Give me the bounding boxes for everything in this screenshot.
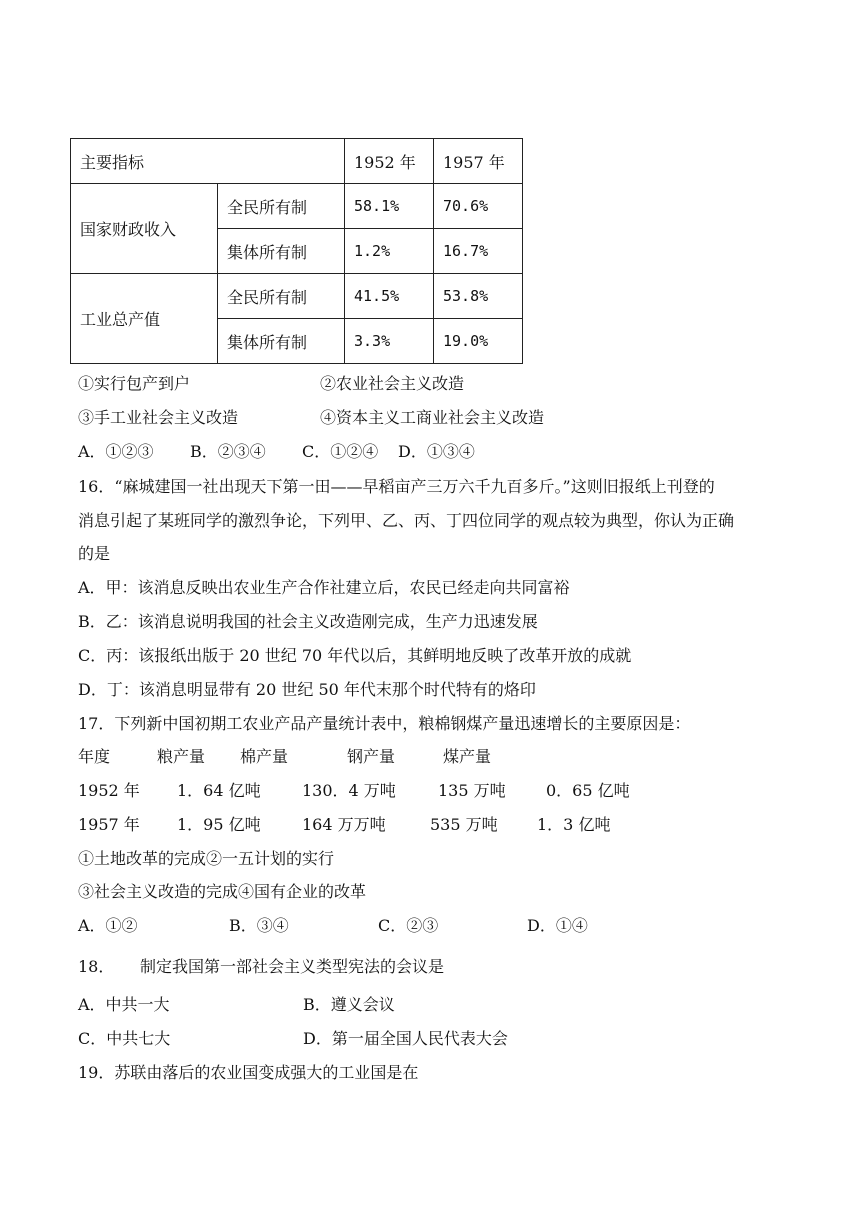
- q18-stem: 制定我国第一部社会主义类型宪法的会议是: [140, 957, 445, 976]
- value-1957: 70.6%: [434, 184, 523, 229]
- q17-header-cotton: 棉产量: [240, 747, 289, 766]
- q17-row-1952-grain: 1．64 亿吨: [177, 781, 261, 800]
- q17-row-1952-steel: 135 万吨: [438, 781, 506, 800]
- q18-number: 18．: [78, 957, 115, 976]
- value-1952: 1.2%: [345, 229, 434, 274]
- group-label: 工业总产值: [71, 274, 218, 364]
- q17-options-3-4: ③社会主义改造的完成④国有企业的改革: [78, 882, 367, 901]
- q17-row-1957-cotton: 164 万万吨: [302, 815, 386, 834]
- value-1957: 53.8%: [434, 274, 523, 319]
- q16-stem-line-1: 16．“麻城建国一社出现天下第一田——早稻亩产三万六千九百多斤。”这则旧报纸上刊登的: [78, 477, 715, 496]
- q16-choice-a: A．甲：该消息反映出农业生产合作社建立后，农民已经走向共同富裕: [78, 578, 570, 597]
- q17-choice-c: C．②③: [378, 916, 439, 935]
- q16-choice-b: B．乙：该消息说明我国的社会主义改造刚完成，生产力迅速发展: [78, 612, 538, 631]
- q17-stem: 17．下列新中国初期工农业产品产量统计表中，粮棉钢煤产量迅速增长的主要原因是：: [78, 714, 691, 733]
- q17-header-year: 年度: [78, 747, 111, 766]
- table-header-row: [71, 139, 523, 184]
- table-row: [71, 274, 523, 319]
- q17-header-grain: 粮产量: [157, 747, 206, 766]
- value-1957: 19.0%: [434, 319, 523, 364]
- ownership-type: 集体所有制: [218, 229, 345, 274]
- q17-row-1952-cotton: 130．4 万吨: [302, 781, 396, 800]
- q15-option-3: ③手工业社会主义改造: [78, 408, 239, 427]
- q16-choice-c: C．丙：该报纸出版于 20 世纪 70 年代以后，其鲜明地反映了改革开放的成就: [78, 646, 632, 665]
- q18-choice-c: C．中共七大: [78, 1029, 171, 1048]
- q15-option-4: ④资本主义工商业社会主义改造: [320, 408, 545, 427]
- q18-choice-b: B．遵义会议: [303, 995, 395, 1014]
- q16-stem-line-3: 的是: [78, 544, 111, 563]
- q17-choice-a: A．①②: [78, 916, 138, 935]
- q17-choice-b: B．③④: [229, 916, 289, 935]
- ownership-table: [70, 138, 523, 364]
- q15-option-1: ①实行包产到户: [78, 374, 191, 393]
- q17-row-1952-coal: 0．65 亿吨: [546, 781, 630, 800]
- q15-choice-b: B．②③④: [190, 442, 266, 461]
- q15-choice-a: A．①②③: [78, 442, 154, 461]
- q17-options-1-2: ①土地改革的完成②一五计划的实行: [78, 849, 335, 868]
- value-1952: 58.1%: [345, 184, 434, 229]
- q18-choice-a: A．中共一大: [78, 995, 170, 1014]
- q17-header-coal: 煤产量: [443, 747, 492, 766]
- q15-choice-d: D．①③④: [398, 442, 475, 461]
- ownership-type: 全民所有制: [218, 274, 345, 319]
- value-1952: 41.5%: [345, 274, 434, 319]
- header-1957: 1957 年: [434, 139, 523, 184]
- q19-stem: 19．苏联由落后的农业国变成强大的工业国是在: [78, 1063, 419, 1082]
- q18-choice-d: D．第一届全国人民代表大会: [303, 1029, 508, 1048]
- q17-row-1952-year: 1952 年: [78, 781, 140, 800]
- q15-choice-c: C．①②④: [302, 442, 379, 461]
- group-label: 国家财政收入: [71, 184, 218, 274]
- q16-stem-line-2: 消息引起了某班同学的激烈争论，下列甲、乙、丙、丁四位同学的观点较为典型，你认为正确: [78, 511, 735, 530]
- value-1957: 16.7%: [434, 229, 523, 274]
- q16-choice-d: D．丁：该消息明显带有 20 世纪 50 年代末那个时代特有的烙印: [78, 680, 536, 699]
- header-1952: 1952 年: [345, 139, 434, 184]
- q17-header-steel: 钢产量: [347, 747, 396, 766]
- q17-row-1957-year: 1957 年: [78, 815, 140, 834]
- q17-row-1957-steel: 535 万吨: [430, 815, 498, 834]
- value-1952: 3.3%: [345, 319, 434, 364]
- table-row: [71, 184, 523, 229]
- q15-option-2: ②农业社会主义改造: [320, 374, 465, 393]
- q17-choice-d: D．①④: [527, 916, 588, 935]
- header-indicator: 主要指标: [71, 139, 345, 184]
- ownership-type: 集体所有制: [218, 319, 345, 364]
- q17-row-1957-coal: 1．3 亿吨: [537, 815, 611, 834]
- q17-row-1957-grain: 1．95 亿吨: [177, 815, 261, 834]
- ownership-type: 全民所有制: [218, 184, 345, 229]
